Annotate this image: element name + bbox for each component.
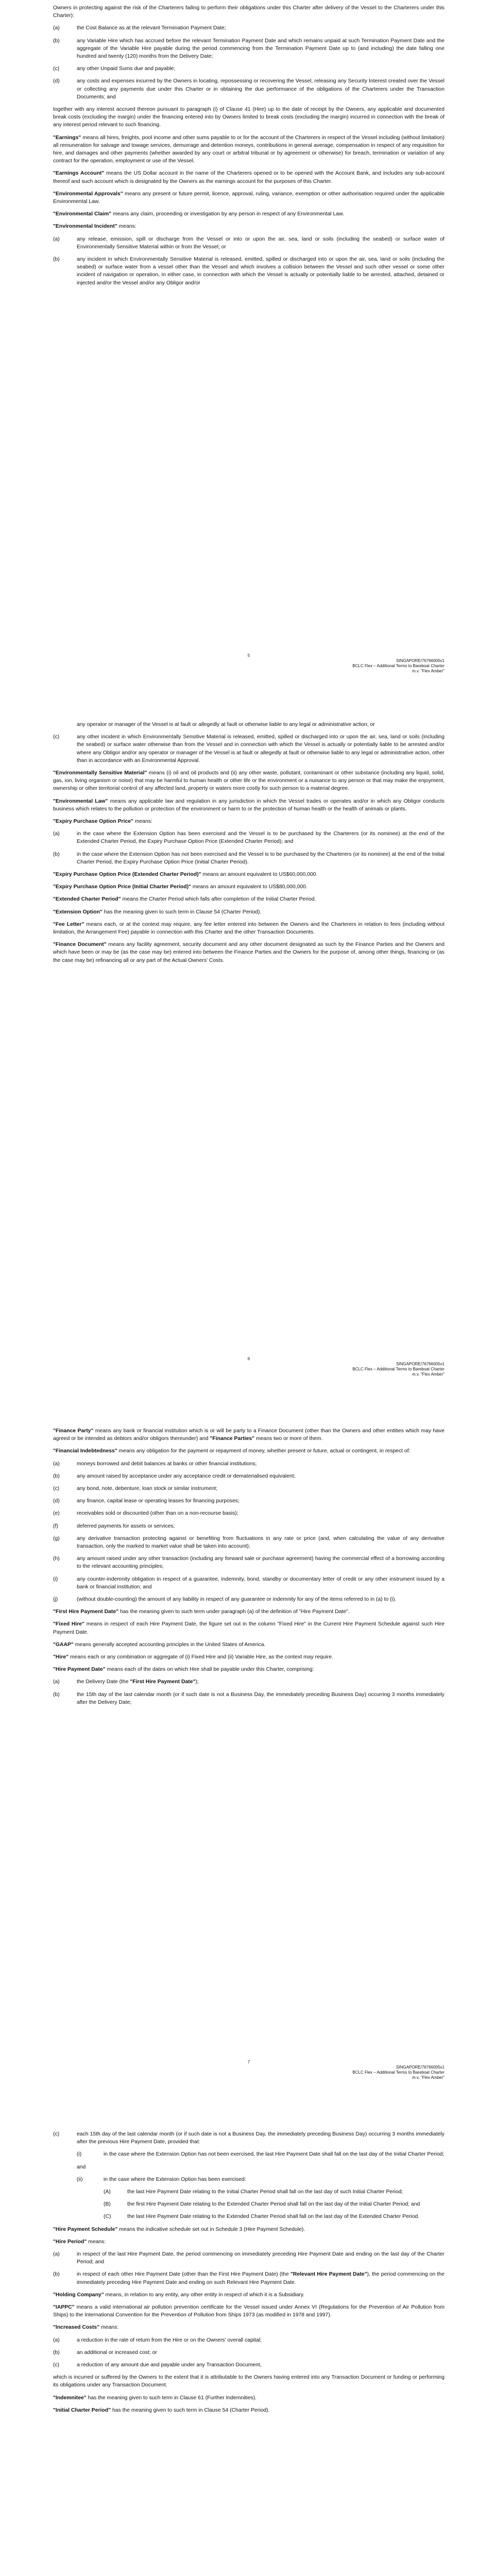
page-number: 6 xyxy=(247,1357,250,1361)
definition-extension-option: "Extension Option" has the meaning given to such term in Clause 54 (Charter Period). xyxy=(53,909,262,915)
list-item: (c) any bond, note, debenture, loan stock or similar instrument; xyxy=(53,1486,218,1492)
definition-expiry-price-extended: "Expiry Purchase Option Price (Extended Charter Period)" means an amount equivalent to US$60,000,000. xyxy=(53,872,318,878)
list-item: (c) any other Unpaid Sums due and payable; xyxy=(53,66,176,72)
definition-hire: "Hire" means each or any combination or aggregate of (i) Fixed Hire and (ii) Variable Hire, as the context may require. xyxy=(53,1654,333,1660)
list-item: (b) in respect of each other Hire Payment Date (other than the First Hire Payment Date) (the "Relevant Hire Payment Date"), the period commencing on the immediately preceding Hire Payment Date and ending on such Relevant Hire Payment Date. xyxy=(53,2272,444,2285)
sub-list-item: (i) in the case where the Extension Option has not been exercised, the last Hire Payment Date shall fall on the last day of the Initial Charter Period; xyxy=(77,2151,444,2158)
definition-finance-party: "Finance Party" means any bank or financial institution which is or will be party to a Finance Document (other than the Owners and other entities which may have agreed or be intended as debtors and/or obligors thereunder) and "Finance Parties" means two or more of them. xyxy=(53,1428,444,1442)
definition-earnings: "Earnings" means all hires, freights, pool income and other sums payable to or for the account of the Charterers in respect of the Vessel including (without limitation) all remuneration for salvage and towage services, demurrage and detention moneys, contributions in general average, compensation in respect of any requisition for hire, and damages and other payments (whether awarded by any court or arbitral tribunal or by agreement or otherwise) for breach, termination or variation of any contract for the operation, employment or use of the Vessel. xyxy=(53,134,444,164)
page-4 xyxy=(0,2110,497,2576)
definition-finance-document: "Finance Document" means any facility agreement, security document and any other document designated as such by the Finance Parties and the Owners and which have been or may be (as the case may be) entered into between the Finance Parties and the Owners for the purpose of, among other things, financing or (as the case may be) refinancing all or any part of the Actual Owners' Costs. xyxy=(53,942,444,963)
definition-fixed-hire: "Fixed Hire" means in respect of each Hire Payment Date, the figure set out in the column "Fixed Hire" in the Current Hire Payment Schedule against such Hire Payment Date. xyxy=(53,1621,445,1635)
page-1-content xyxy=(53,4,444,292)
list-item: (a) in the case where the Extension Option has been exercised and the Vessel is to be purchased by the Charterers (or its nominee) at the end of the Extended Charter Period, the Expiry Purchase Option Price (Extended Charter Period); and xyxy=(53,831,444,845)
list-item: (e) receivables sold or discounted (other than on a non-recourse basis); xyxy=(53,1511,238,1517)
list-item: (a) the Delivery Date (the "First Hire Payment Date"); xyxy=(53,1679,199,1685)
list-item: (a) the Cost Balance as at the relevant Termination Payment Date; xyxy=(53,25,226,31)
page-4-content xyxy=(53,2130,444,2419)
list-item: (b) an additional or increased cost; or xyxy=(53,2349,157,2355)
closing-paragraph: together with any interest accrued thereon pursuant to paragraph (i) of Clause 41 (Hire) up to the date of receipt by the Owners, any applicable and documented break costs (excluding the margin) under the financing entered into by Owners limited to break costs (excluding the margin) incurred in connection with the break of any interest period relevant to such financing. xyxy=(53,107,444,128)
page-footer xyxy=(53,2060,444,2080)
definition-iappc: "IAPPC" means a valid international air pollution prevention certificate for the Vessel issued under Annex VI (Regulations for the Prevention of Air Pollution from Ships) to the International Convention for the Prevention of Pollution from Ships 1973 (as modified in 1978 and 1997). xyxy=(53,2304,444,2318)
intro-paragraph: Owners in protecting against the risk of the Charterers failing to perform their obligations under this Charter after delivery of the Vessel to the Charterers under this Charter): xyxy=(53,5,444,19)
list-item: (a) any release, emission, spill or discharge from the Vessel or into or upon the air, sea, land or soils (including the seabed) or surface water of Environmentally Sensitive Material within or from the Vessel; or xyxy=(53,236,444,250)
list-item: (d) any costs and expenses incurred by the Owners in locating, repossessing or recovering the Vessel, releasing any Security Interest created over the Vessel or collecting any payments due under this Charter or in obtaining the due performance of the obligations of the Charterers under the Transaction Documents; and xyxy=(53,78,444,100)
list-item: (b) any Variable Hire which has accrued before the relevant Termination Payment Date and which remains unpaid at such Termination Payment Date and the aggregate of the Variable Hire payable during the period commencing from the Termination Payment Date up to (and including) the date falling one hundred and twenty (120) months from the Delivery Date; xyxy=(53,38,444,60)
document-title: BCLC Flex – Additional Terms to Bareboat Charter xyxy=(352,1367,444,1371)
page-2 xyxy=(0,703,497,1406)
definition-fee-letter: "Fee Letter" means each, or at the context may require, any fee letter entered into between the Owners and the Charterers in relation to fees (including without limitation, the Arrangement Fee) payable in connection with this Charter and the other Transaction Documents. xyxy=(53,921,444,936)
page-number: 5 xyxy=(247,653,250,658)
definition-hire-payment-schedule: "Hire Payment Schedule" means the indicative schedule set out in Schedule 3 (Hire Payment Schedule). xyxy=(53,2226,305,2232)
definition-environmental-incident: "Environmental Incident" means: xyxy=(53,224,136,230)
definition-expiry-price-initial: "Expiry Purchase Option Price (Initial Charter Period)" means an amount equivalent to US$80,000,000. xyxy=(53,884,307,890)
page-3 xyxy=(0,1406,497,2110)
list-item: (h) any amount raised under any other transaction (including any forward sale or purchase agreement) having the commercial effect of a borrowing according to the relevant accounting principles; xyxy=(53,1556,444,1570)
list-item: (b) the 15th day of the last calendar month (or if such date is not a Business Day, the immediately preceding Business Day) occurring 3 months immediately after the Delivery Date; xyxy=(53,1691,444,1705)
list-item: (c) any other incident in which Environmentally Sensitive Material is released, emitted, spilled or discharged into or upon the air, sea, land or soils (including the seabed) or surface water otherwise than from the Vessel and in connection with which the Vessel is actually or potentially liable to be arrested and/or where any Obligor and/or any operator or manager of the Vessel is at fault or allegedly at fault or otherwise liable to any legal or administrative action, other than in accordance with an Environmental Approval. xyxy=(53,734,444,764)
increased-costs-closing: which is incurred or suffered by the Owners to the extent that it is attributable to the Owners having entered into any Transaction Document or funding or performing its obligations under any Transaction Document. xyxy=(53,2375,444,2388)
list-item: (b) any amount raised by acceptance under any acceptance credit or dematerialised equivalent; xyxy=(53,1473,296,1479)
list-item: (b) any incident in which Environmentally Sensitive Material is released, emitted, spilled or discharged into or upon the air, sea, land or soils (including the seabed) or surface water from a vessel other than the Vessel and which involves a collision between the Vessel and such other vessel or some other incident of navigation or operation, in either case, in connection with which the Vessel is actually or potentially liable to be arrested, attached, detained or injected and/or the Vessel and/or any Obligor and/or xyxy=(53,257,444,286)
list-item: (i) any counter-indemnity obligation in respect of a guarantee, indemnity, bond, standby or documentary letter of credit or any other instrument issued by a bank or financial institution; and xyxy=(53,1576,444,1590)
document-reference: SINGAPORE/76766005v1 xyxy=(396,658,444,663)
definition-hire-period: "Hire Period" means: xyxy=(53,2239,106,2245)
list-item: (c) each 15th day of the last calendar month (or if such date is not a Business Day, the immediately preceding Business Day) occurring 3 months immediately after the previous Hire Payment Date, provided that: xyxy=(53,2131,444,2145)
definition-extended-charter-period: "Extended Charter Period" means the Charter Period which falls after completion of the Initial Charter Period. xyxy=(53,896,316,903)
list-item: (d) any finance, capital lease or operating leases for financing purposes; xyxy=(53,1498,239,1504)
definition-hire-payment-date: "Hire Payment Date" means each of the dates on which Hire shall be payable under this Charter, comprising: xyxy=(53,1667,314,1673)
sub-sub-list-item: (C) the last Hire Payment Date relating to the Extended Charter Period shall fall on the last day of the Extended Charter Period. xyxy=(104,2214,420,2220)
page-footer xyxy=(53,1357,444,1377)
definition-environmental-approvals: "Environmental Approvals" means any present or future permit, licence, approval, ruling, variance, exemption or other authorisation required under the applicable Environmental Law. xyxy=(53,191,444,205)
list-item: (f) deferred payments for assets or services; xyxy=(53,1523,175,1529)
page-2-content xyxy=(53,721,444,969)
page-footer xyxy=(53,653,444,674)
sub-list-item: (ii) in the case where the Extension Option has been exercised: xyxy=(77,2176,246,2182)
continuation-paragraph: any operator or manager of the Vessel is at fault or allegedly at fault or otherwise liable to any legal or administrative action; or xyxy=(77,722,375,727)
definition-gaap: "GAAP" means generally accepted accounting principles in the United States of America. xyxy=(53,1641,266,1648)
list-item: (a) a reduction in the rate of return from the Hire or on the Owners' overall capital; xyxy=(53,2337,262,2343)
document-title: BCLC Flex – Additional Terms to Bareboat Charter xyxy=(352,664,444,668)
page-3-content xyxy=(53,1427,444,1711)
definition-expiry-purchase-option-price: "Expiry Purchase Option Price" means: xyxy=(53,819,152,825)
sub-sub-list-item: (B) the first Hire Payment Date relating to the Extended Charter Period shall fall on the last day of the Initial Charter Period; and xyxy=(104,2201,420,2208)
list-item: (b) in the case where the Extension Option has not been exercised and the Vessel is to be purchased by the Charterers (or its nominee) at the end of the Initial Charter Period, the Expiry Purchase Option Price (Initial Charter Period). xyxy=(53,851,444,865)
document-reference: SINGAPORE/76766005v1 xyxy=(396,1362,444,1366)
sub-sub-list-item: (A) the last Hire Payment Date relating to the Initial Charter Period shall fall on the last day of such Initial Charter Period; xyxy=(104,2189,403,2195)
definition-financial-indebtedness: "Financial Indebtedness" means any obligation for the payment or repayment of money, whether present or future, actual or contingent, in respect of: xyxy=(53,1448,410,1454)
definition-indemnitee: "Indemnitee" has the meaning given to such term in Clause 61 (Further Indemnities). xyxy=(53,2395,257,2401)
vessel-name: m.v. "Flex Amber" xyxy=(412,2075,444,2080)
and-connector: and xyxy=(77,2164,86,2170)
list-item: (a) in respect of the last Hire Payment Date, the period commencing on immediately preceding Hire Payment Date and ending on the last day of the Charter Period; and xyxy=(53,2251,444,2265)
definition-holding-company: "Holding Company" means, in relation to any entity, any other entity in respect of which it is a Subsidiary. xyxy=(53,2292,305,2298)
definition-environmental-law: "Environmental Law" means any applicable law and regulation in any jurisdiction in which the Vessel trades or operates and/or in which any Obligor conducts business which relates to the pollution or protection of the environment or harm to or the protection of human health or the health of animals or plants. xyxy=(53,798,444,812)
definition-first-hire-payment-date: "First Hire Payment Date" has the meaning given to such term under paragraph (a) of the definition of "Hire Payment Date". xyxy=(53,1609,350,1615)
definition-earnings-account: "Earnings Account" means the US Dollar account in the name of the Charterers opened or to be opened with the Account Bank, and includes any sub-account thereof and such account which is designated by the Owners as the earnings account for the purposes of this Charter. xyxy=(53,171,444,184)
vessel-name: m.v. "Flex Amber" xyxy=(412,1372,444,1377)
definition-environmental-claim: "Environmental Claim" means any claim, proceeding or investigation by any person in respect of any Environmental Law. xyxy=(53,211,344,217)
list-item: (c) a reduction of any amount due and payable under any Transaction Document, xyxy=(53,2362,262,2368)
vessel-name: m.v. "Flex Amber" xyxy=(412,669,444,673)
page-1 xyxy=(0,0,497,703)
definition-environmentally-sensitive-material: "Environmentally Sensitive Material" means (i) oil and oil products and (ii) any other waste, pollutant, contaminant or other substance (including any liquid, solid, gas, ion, living organism or noise) that may be harmful to human health or other life or the environment or a nuisance to any person or that may make the enjoyment, ownership or other territorial control of any affected land, property or waters more costly for such person to a material degree. xyxy=(53,770,444,792)
list-item: (g) any derivative transaction protecting against or benefiting from fluctuations in any rate or price (and, when calculating the value of any derivative transaction, only the marked to market value shall be taken into account); xyxy=(53,1535,444,1550)
document-reference: SINGAPORE/76766005v1 xyxy=(396,2065,444,2070)
page-number: 7 xyxy=(247,2060,250,2064)
definition-initial-charter-period: "Initial Charter Period" has the meaning given to such term in Clause 54 (Charter Period). xyxy=(53,2407,270,2413)
definition-increased-costs: "Increased Costs" means: xyxy=(53,2325,119,2331)
list-item: (a) moneys borrowed and debit balances at banks or other financial institutions; xyxy=(53,1461,257,1467)
document-title: BCLC Flex – Additional Terms to Bareboat Charter xyxy=(352,2070,444,2075)
list-item: (j) (without double-counting) the amount of any liability in respect of any guarantee or indemnity for any of the items referred to in (a) to (i). xyxy=(53,1597,397,1603)
